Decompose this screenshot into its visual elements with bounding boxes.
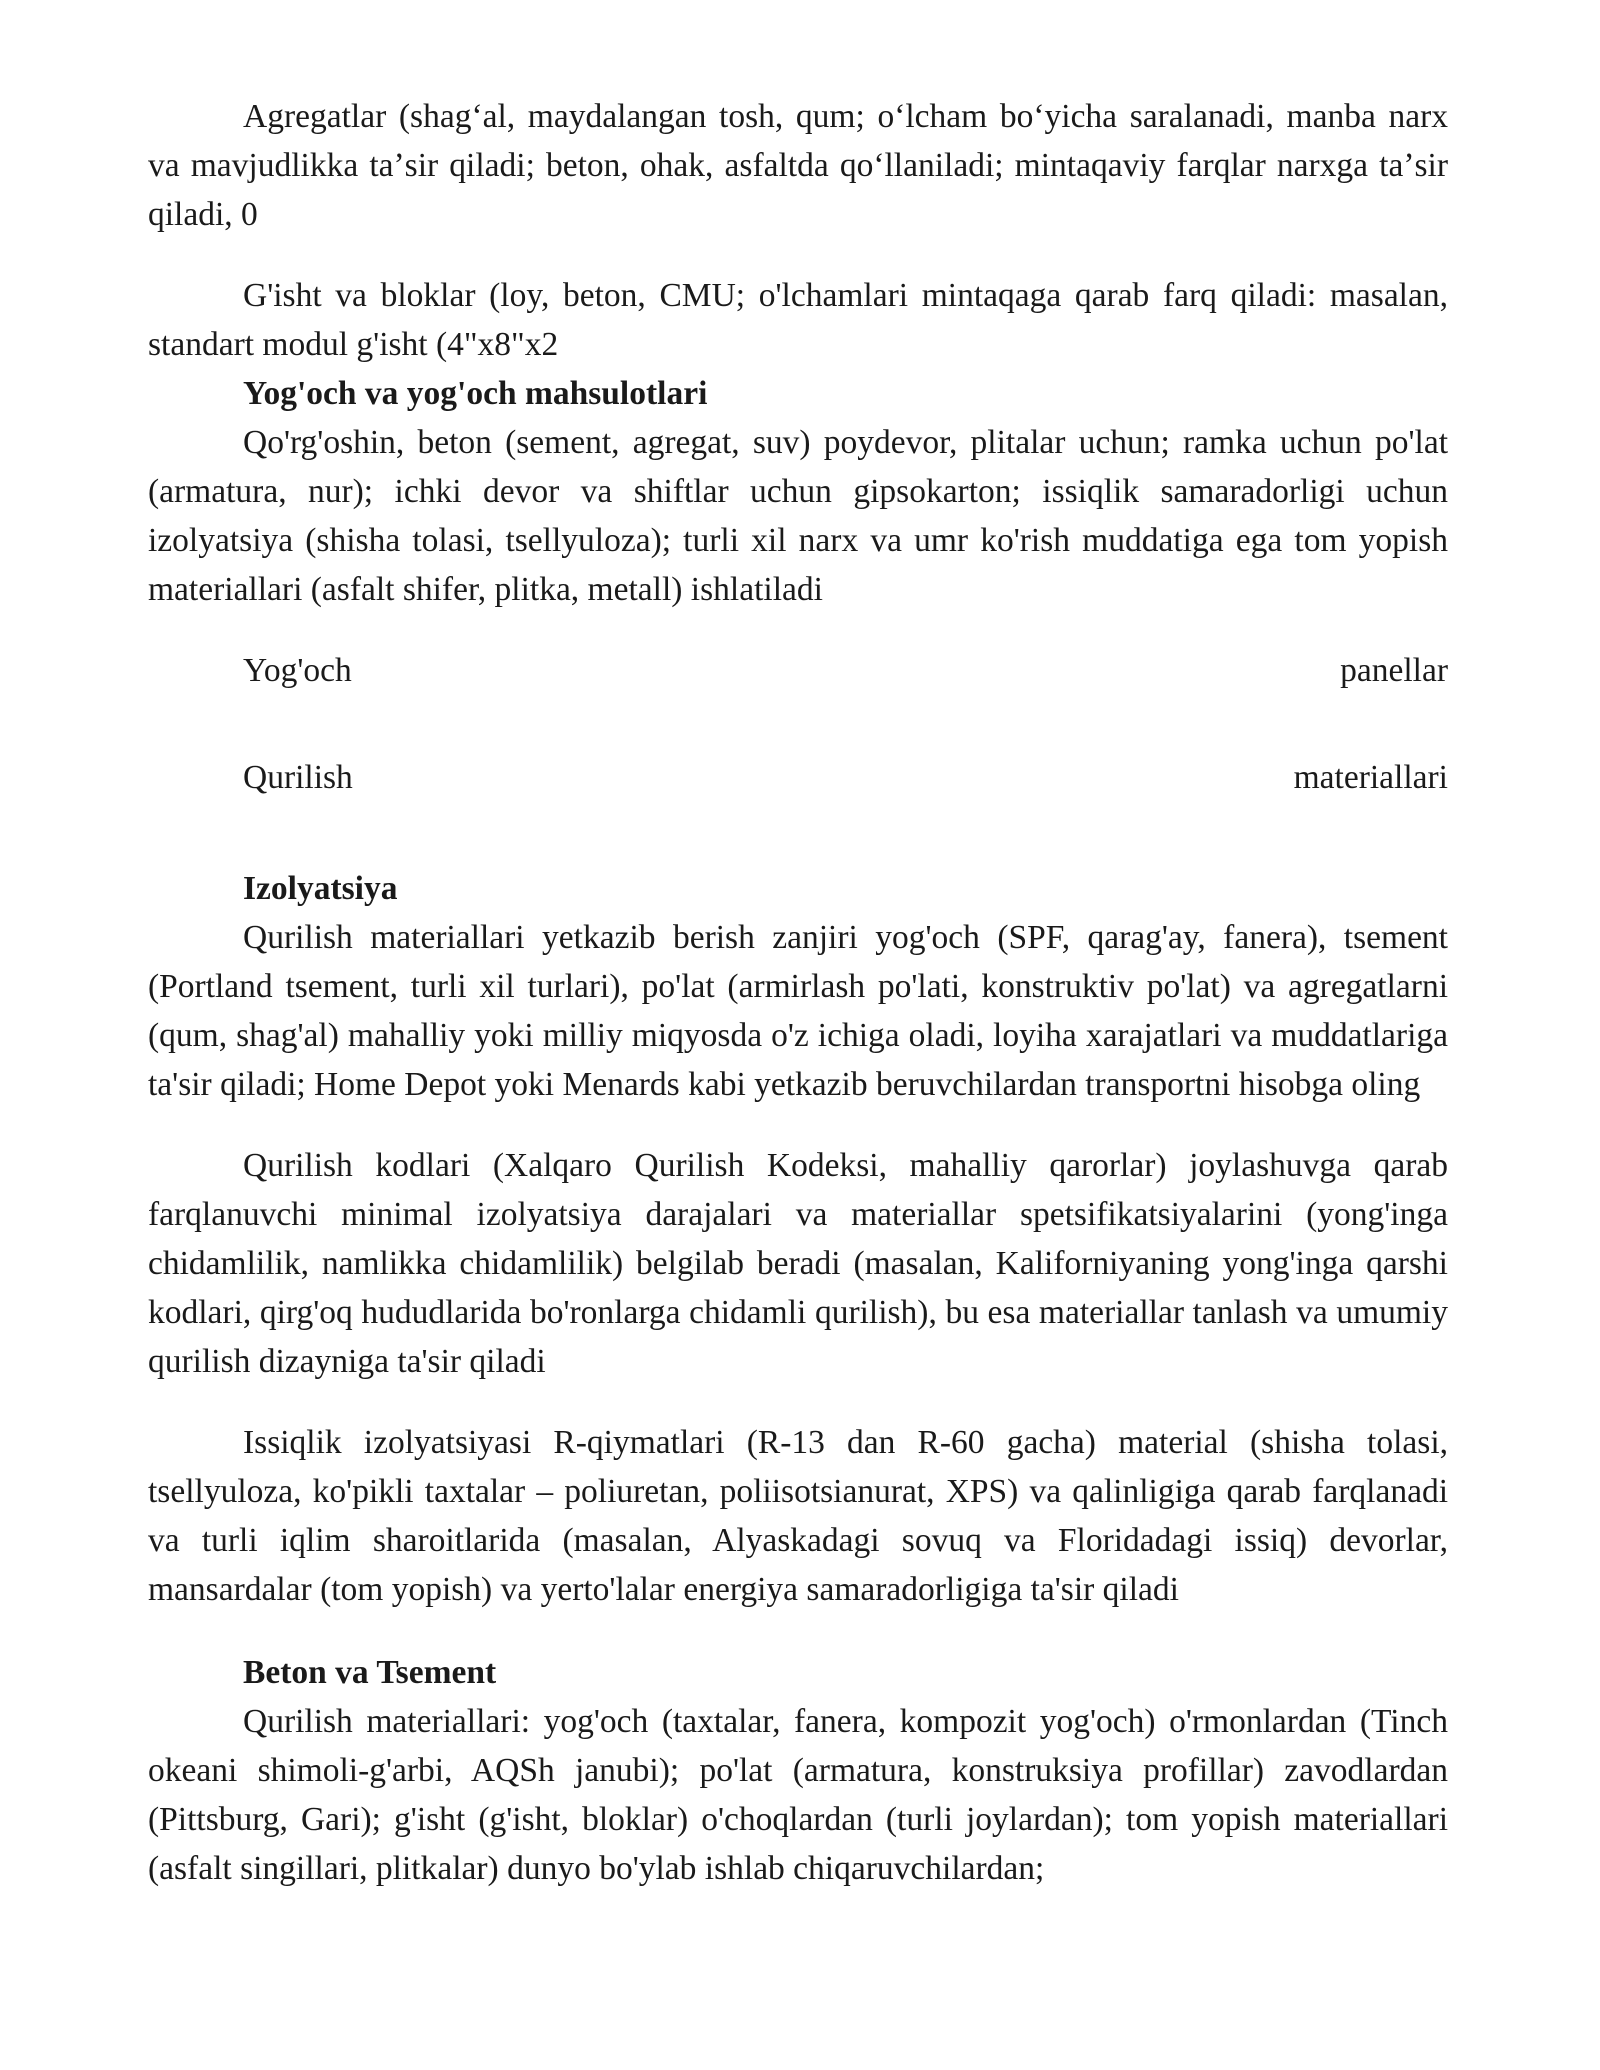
paragraph-r-values: Issiqlik izolyatsiyasi R-qiymatlari (R-13 dan R-60 gacha) material (shisha tolasi, tsellyuloza, ko'pikli taxtalar – poliuretan, poliisotsianurat, XPS) va qalinligiga qarab farqlanadi va turli iqlim sharoitlarida (masalan, Alyaskadagi sovuq va Floridadagi issiq) devorlar, mansardalar (tom yopish) va yerto'lalar energiya samaradorligiga ta'sir qiladi [148,1424,1448,1608]
line-word-left: Qurilish [243,759,353,796]
paragraph-supply-chain: Qurilish materiallari yetkazib berish zanjiri yog'och (SPF, qarag'ay, fanera), tsement (Portland tsement, turli xil turlari), po'lat (armirlash po'lati, konstruktiv po'lat) va agregatlarni (qum, shag'al) mahalliy yoki milliy miqyosda o'z ichiga oladi, loyiha xarajatlari va muddatlariga ta'sir qiladi; Home Depot yoki Menards kabi yetkazib beruvchilardan transportni hisobga oling [148,919,1448,1103]
justified-line-building-materials [148,753,1448,802]
line-word-right: panellar [1340,652,1448,689]
heading-insulation: Izolyatsiya [243,870,398,907]
line-word-left: Yog'och [243,652,352,689]
line-word-right: materiallari [1293,759,1448,796]
paragraph-materials-overview: Qo'rg'oshin, beton (sement, agregat, suv) poydevor, plitalar uchun; ramka uchun po'lat (armatura, nur); ichki devor va shiftlar uchun gipsokarton; issiqlik samaradorligi uchun izolyatsiya (shisha tolasi, tsellyuloza); turli xil narx va umr ko'rish muddatiga ega tom yopish materiallari (asfalt shifer, plitka, metall) ishlatiladi [148,424,1448,608]
heading-wood-products: Yog'och va yog'och mahsulotlari [243,375,708,412]
paragraph-material-sources: Qurilish materiallari: yog'och (taxtalar, fanera, kompozit yog'och) o'rmonlardan (Tinch okeani shimoli-g'arbi, AQSh janubi); po'lat (armatura, konstruksiya profillar) zavodlardan (Pittsburg, Gari); g'isht (g'isht, bloklar) o'choqlardan (turli joylardan); tom yopish materiallari (asfalt singillari, plitkalar) dunyo bo'ylab ishlab chiqaruvchilardan; [148,1703,1448,1887]
paragraph-building-codes: Qurilish kodlari (Xalqaro Qurilish Kodeksi, mahalliy qarorlar) joylashuvga qarab farqlanuvchi minimal izolyatsiya darajalari va materiallar spetsifikatsiyalarini (yong'inga chidamlilik, namlikka chidamlilik) belgilab beradi (masalan, Kaliforniyaning yong'inga qarshi kodlari, qirg'oq hududlarida bo'ronlarga chidamli qurilish), bu esa materiallar tanlash va umumiy qurilish dizayniga ta'sir qiladi [148,1147,1448,1380]
paragraph-bricks: G'isht va bloklar (loy, beton, CMU; o'lchamlari mintaqaga qarab farq qiladi: masalan, standart modul g'isht (4"x8"x2 [148,277,1448,363]
document-page [148,92,1448,1893]
heading-concrete-cement: Beton va Tsement [243,1654,497,1691]
paragraph-aggregates: Agregatlar (shagʻal, maydalangan tosh, qum; oʻlcham boʻyicha saralanadi, manba narx va mavjudlikka taʼsir qiladi; beton, ohak, asfaltda qoʻllaniladi; mintaqaviy farqlar narxga taʼsir qiladi, 0 [148,98,1448,233]
justified-line-wood-panels [148,646,1448,695]
